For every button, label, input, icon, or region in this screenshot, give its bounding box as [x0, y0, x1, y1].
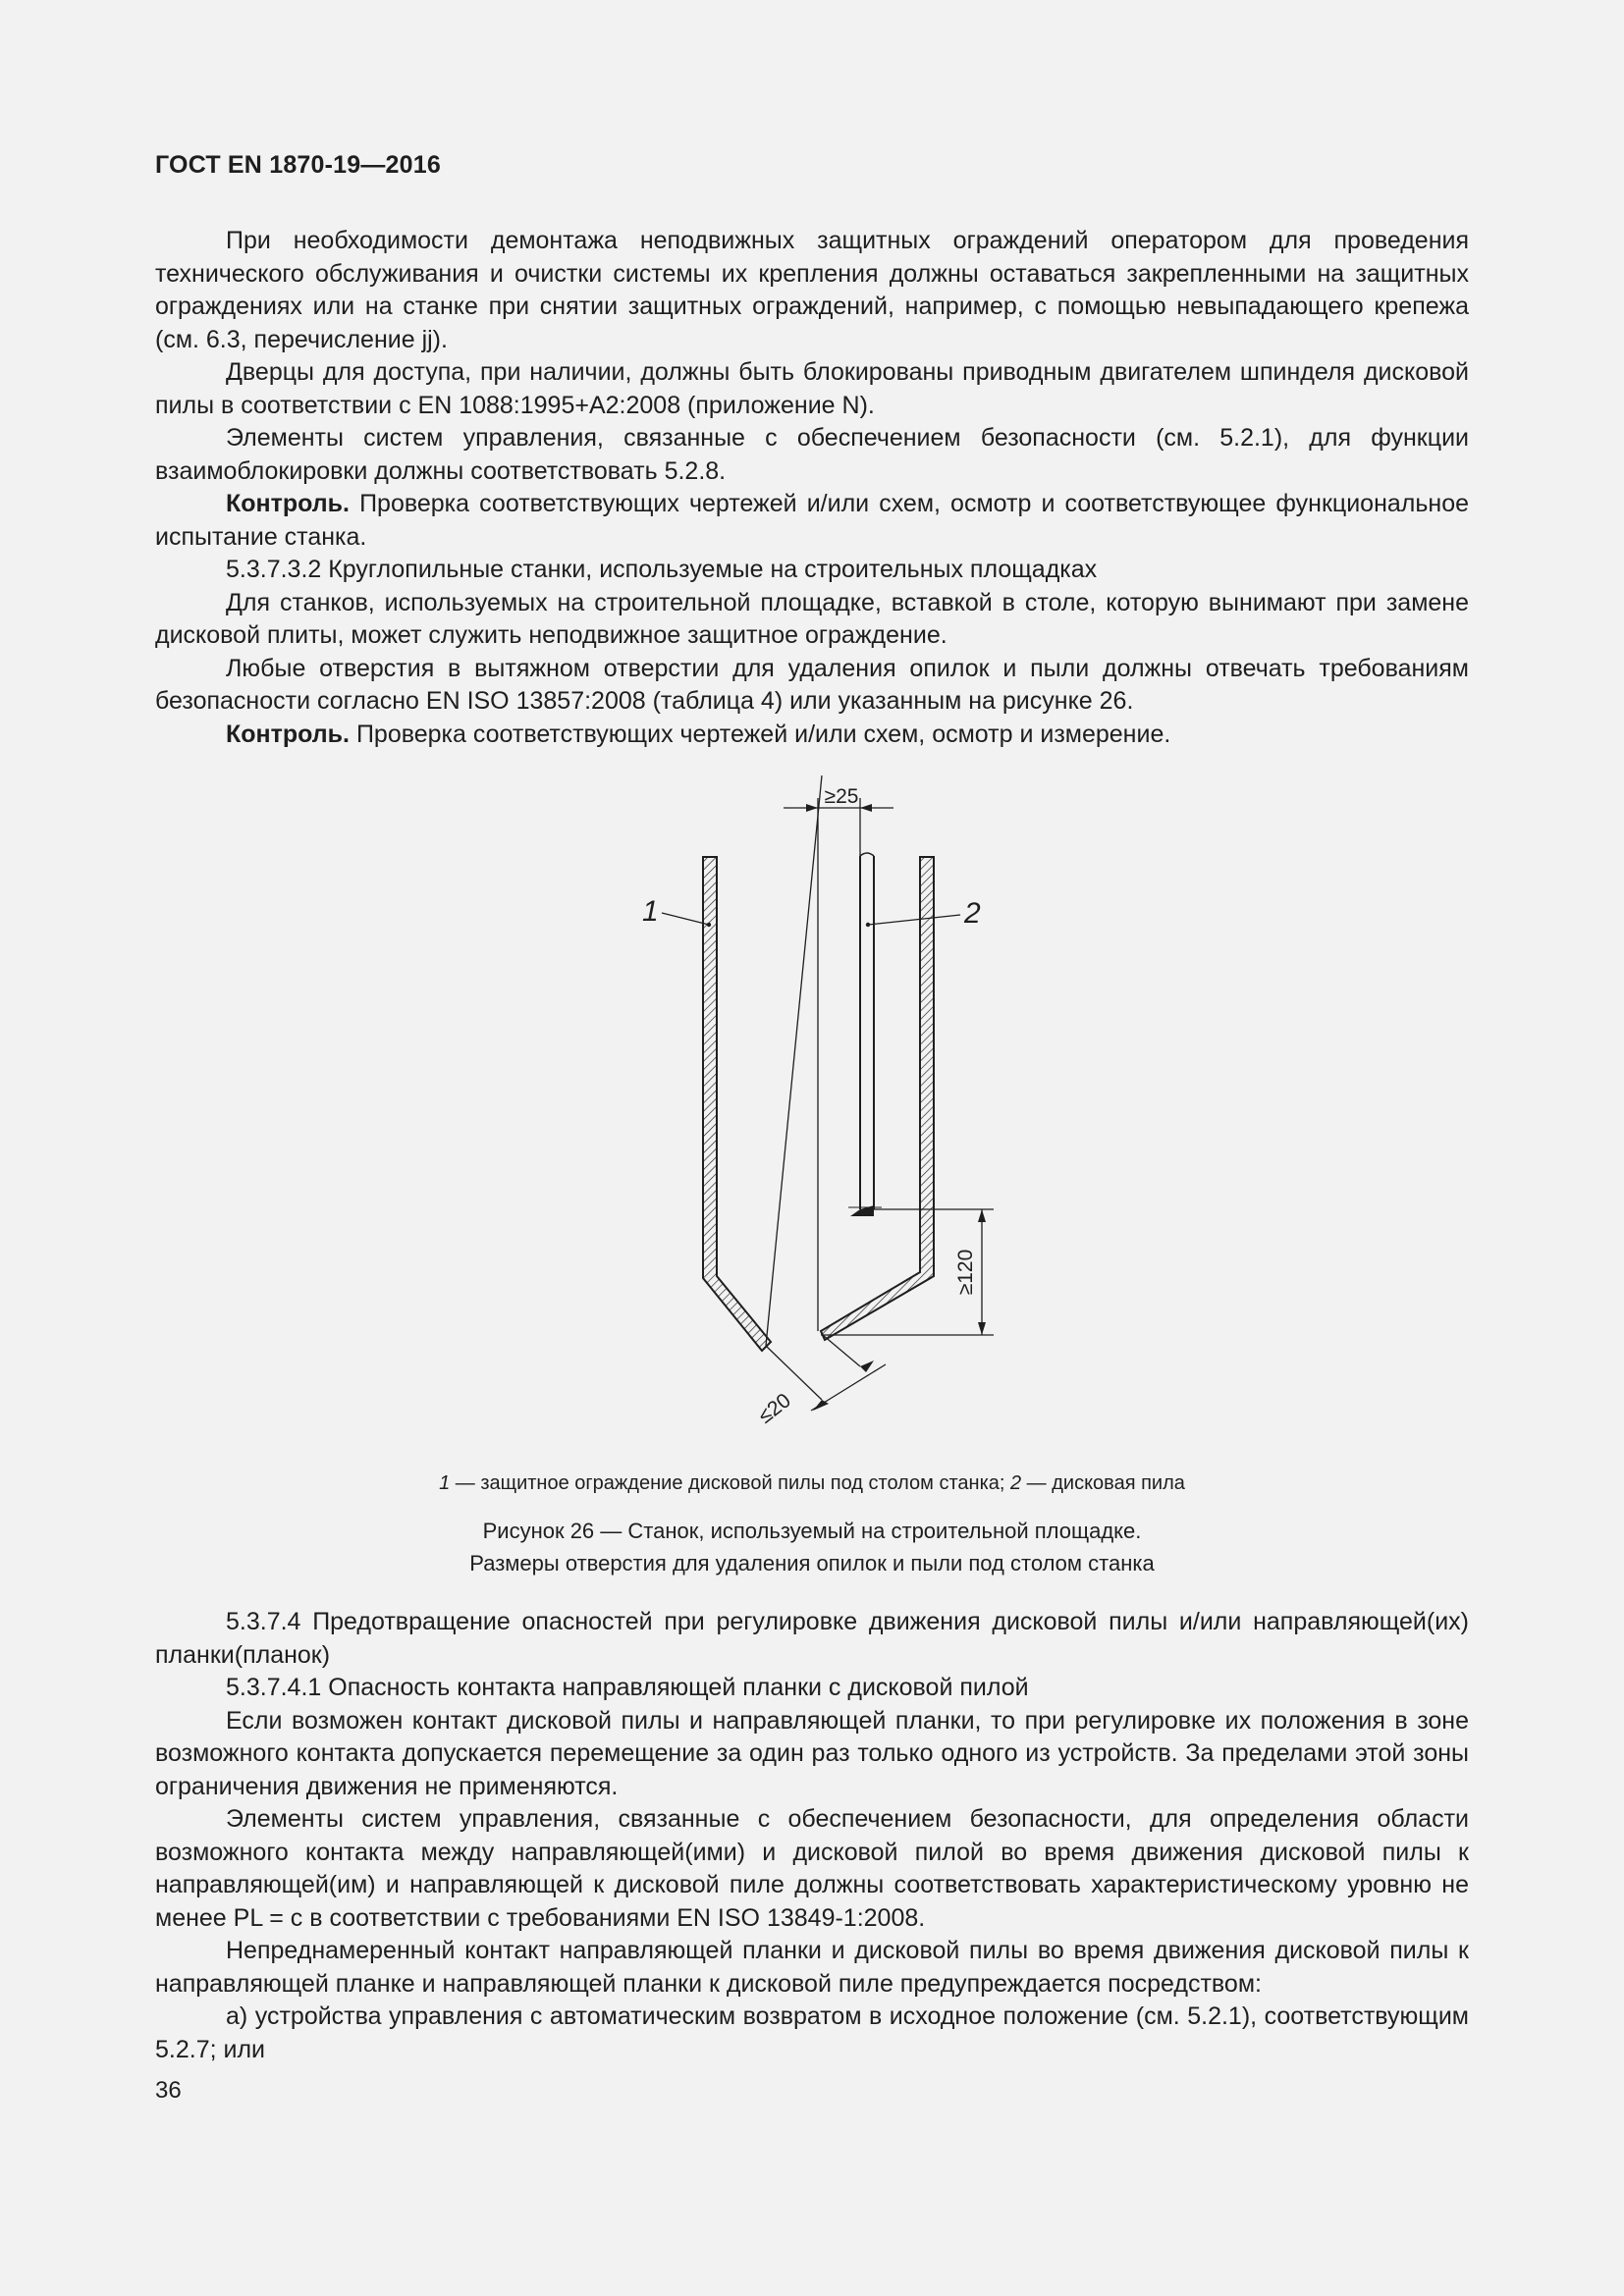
figure-drawing: [589, 775, 1041, 1443]
top-text-block: [155, 225, 1469, 751]
control-paragraph: [155, 719, 1469, 752]
control-text: Проверка соответствующих чертежей и/или схем, осмотр и измерение.: [350, 720, 1171, 748]
label-1: 1: [642, 895, 659, 928]
control-text: Проверка соответствующих чертежей и/или схем, осмотр и соответствующее функциональное испытание станка.: [155, 490, 1469, 551]
section-heading: 5.3.7.4 Предотвращение опасностей при регулировке движения дисковой пилы и/или направляющей(их) планки(планок): [155, 1608, 1469, 1669]
figure-26: [589, 775, 1041, 1443]
bottom-text-block: [155, 1606, 1469, 2066]
page-number: 36: [155, 2077, 182, 2104]
paragraph: При необходимости демонтажа неподвижных защитных ограждений оператором для проведения технического обслуживания и очистки системы их крепления должны оставаться закрепленными на защитных ограждениях или на станке при снятии защитных ограждений, например, с помощью невыпадающего крепежа (см. 6.3, перечисление jj).: [155, 227, 1469, 353]
legend-number-2: 2: [1010, 1472, 1022, 1494]
legend-text-2: — дисковая пила: [1021, 1472, 1185, 1494]
paragraph: Любые отверстия в вытяжном отверстии для удаления опилок и пыли должны отвечать требованиям безопасности согласно EN ISO 13857:2008 (таблица 4) или указанным на рисунке 26.: [155, 654, 1469, 715]
control-lead: Контроль.: [226, 720, 350, 748]
label-2: 2: [964, 897, 981, 930]
section-heading: 5.3.7.3.2 Круглопильные станки, используемые на строительных площадках: [226, 556, 1098, 583]
paragraph: Для станков, используемых на строительной площадке, вставкой в столе, которую вынимают при замене дисковой плиты, может служить неподвижное защитное ограждение.: [155, 588, 1469, 649]
figure-legend: [0, 1472, 1624, 1495]
section-heading: 5.3.7.4.1 Опасность контакта направляющей планки с дисковой пилой: [226, 1674, 1029, 1701]
dimension-right: ≥120: [954, 1249, 977, 1296]
legend-text-1: — защитное ограждение дисковой пилы под столом станка;: [450, 1472, 1010, 1494]
dimension-bottom: ≤20: [754, 1389, 795, 1428]
caption-line-2: Размеры отверстия для удаления опилок и пыли под столом станка: [469, 1551, 1155, 1575]
figure-caption: [0, 1515, 1624, 1579]
paragraph: Если возможен контакт дисковой пилы и направляющей планки, то при регулировке их положения в зоне возможного контакта допускается перемещение за один раз только одного из устройств. За пределами этой зоны ограничения движения не применяются.: [155, 1706, 1469, 1800]
left-guard: [703, 857, 771, 1351]
right-guard: [821, 857, 934, 1340]
paragraph: Элементы систем управления, связанные с обеспечением безопасности (см. 5.2.1), для функции взаимоблокировки должны соответствовать 5.2.8.: [155, 424, 1469, 485]
list-item: a) устройства управления с автоматическим возвратом в исходное положение (см. 5.2.1), соответствующим 5.2.7; или: [155, 2002, 1469, 2063]
paragraph: Элементы систем управления, связанные с обеспечением безопасности, для определения области возможного контакта между направляющей(ими) и дисковой пилой во время движения дисковой пилы к направляющей(им) и направляющей к дисковой пиле должны соответствовать характеристическому уровню не менее PL = c в соответствии с требованиями EN ISO 13849-1:2008.: [155, 1805, 1469, 1932]
control-lead: Контроль.: [226, 490, 350, 517]
dimension-top: ≥25: [824, 785, 859, 808]
legend-number-1: 1: [439, 1472, 451, 1494]
document-header: ГОСТ EN 1870-19—2016: [155, 151, 441, 179]
paragraph: Дверцы для доступа, при наличии, должны быть блокированы приводным двигателем шпинделя дисковой пилы в соответствии с EN 1088:1995+A2:2008 (приложение N).: [155, 358, 1469, 419]
paragraph: Непреднамеренный контакт направляющей планки и дисковой пилы во время движения дисковой пилы к направляющей планке и направляющей планки к дисковой пиле предупреждается посредством:: [155, 1937, 1469, 1998]
caption-line-1: Рисунок 26 — Станок, используемый на строительной площадке.: [482, 1519, 1142, 1543]
control-paragraph: [155, 488, 1469, 554]
